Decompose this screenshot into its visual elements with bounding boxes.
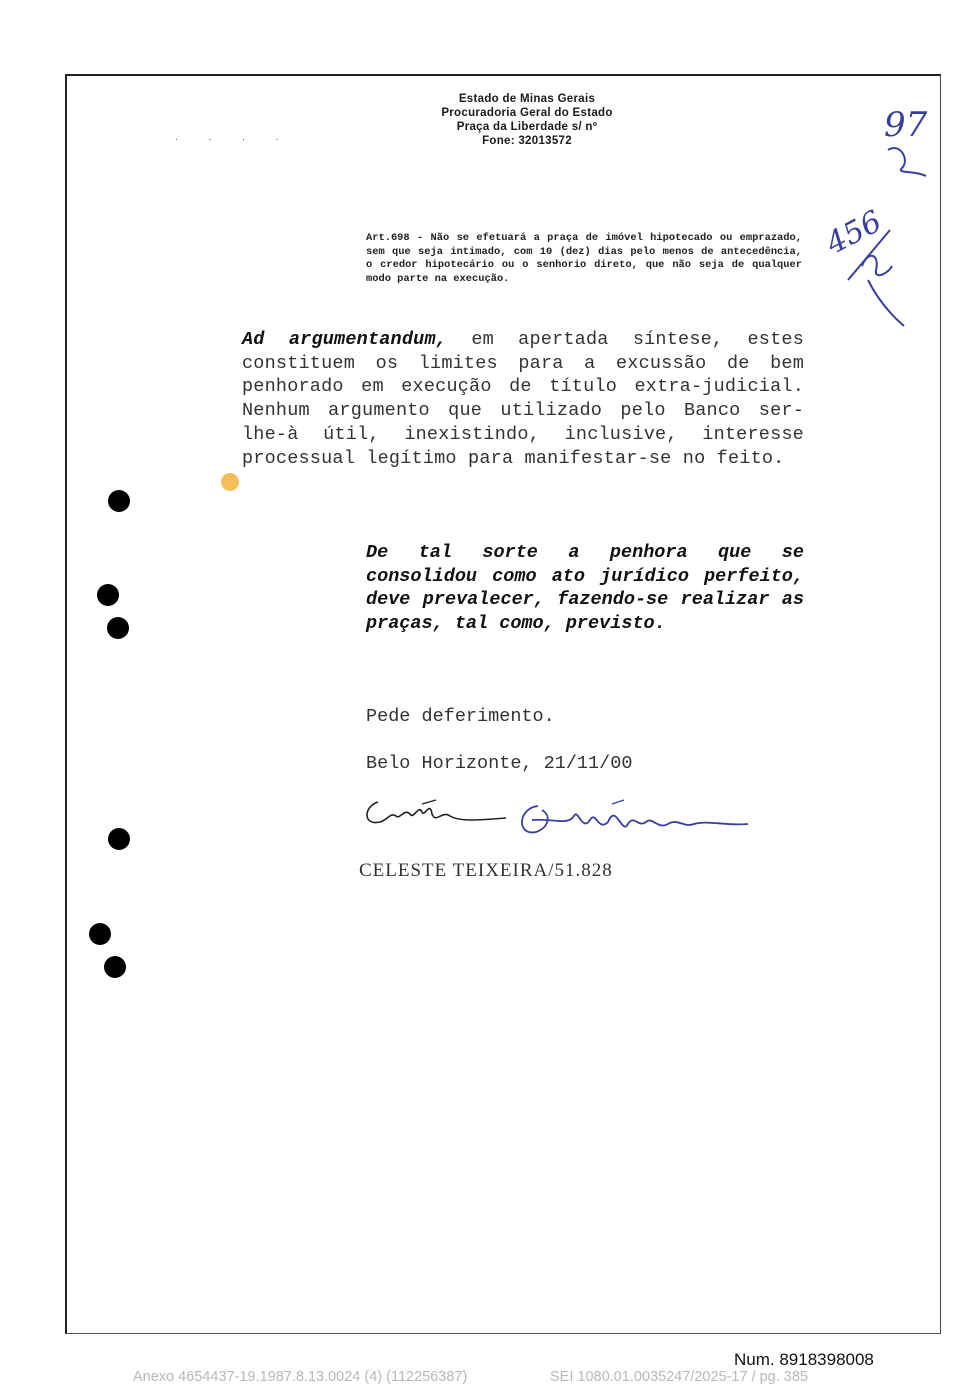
punch-hole [97,584,119,606]
argument-text: em apertada síntese, estes constituem os limites para a excussão de bem penhorado em execução de título extra-judicial. Nenhum argumento que utilizado pelo Banco ser-lhe-à útil, inexistindo, inclusive, interesse processual legítimo para manifestar-se no feito. [242,329,804,469]
request-line: Pede deferimento. [366,706,555,727]
punch-hole [89,923,111,945]
letterhead-phone: Fone: 32013572 [482,135,572,147]
document-number: Num. 8918398008 [734,1350,874,1369]
folio-second-number: 456 [820,203,888,262]
punch-hole [104,956,126,978]
argument-lead: Ad argumentandum, [242,329,448,350]
folio-top-number: 97 [884,105,928,145]
letterhead-address: Praça da Liberdade s/ nº [456,121,598,133]
conclusion-paragraph: De tal sorte a penhora que se consolidou como ato jurídico perfeito, deve prevalecer, fazendo-se realizar as praças, tal como, previsto. [366,542,804,635]
letterhead-state: Estado de Minas Gerais [458,93,596,105]
highlight-mark [221,473,239,491]
place-date-line: Belo Horizonte, 21/11/00 [366,753,633,774]
signer-name: CELESTE TEIXEIRA/51.828 [359,860,613,881]
punch-hole [108,490,130,512]
signature-black [360,792,510,832]
letterhead-agency: Procuradoria Geral do Estado [441,107,613,119]
signature-blue [512,796,752,844]
stray-dots: . . . . [175,132,293,143]
document-page [65,74,941,1334]
folio-mark-top [880,100,936,180]
argument-paragraph [242,328,804,470]
sei-reference: SEI 1080.01.0035247/2025-17 / pg. 385 [550,1369,808,1385]
punch-hole [107,617,129,639]
letterhead [407,92,647,148]
folio-mark-second [820,203,908,330]
article-quote: Art.698 - Não se efetuará a praça de imóvel hipotecado ou emprazado, sem que seja intimado, com 10 (dez) dias pelo menos de antecedência, o credor hipotecário ou o senhorio direto, que não seja de qualquer modo parte na execução. [366,232,802,285]
annex-reference: Anexo 4654437-19.1987.8.13.0024 (4) (112256387) [133,1369,468,1385]
punch-hole [108,828,130,850]
